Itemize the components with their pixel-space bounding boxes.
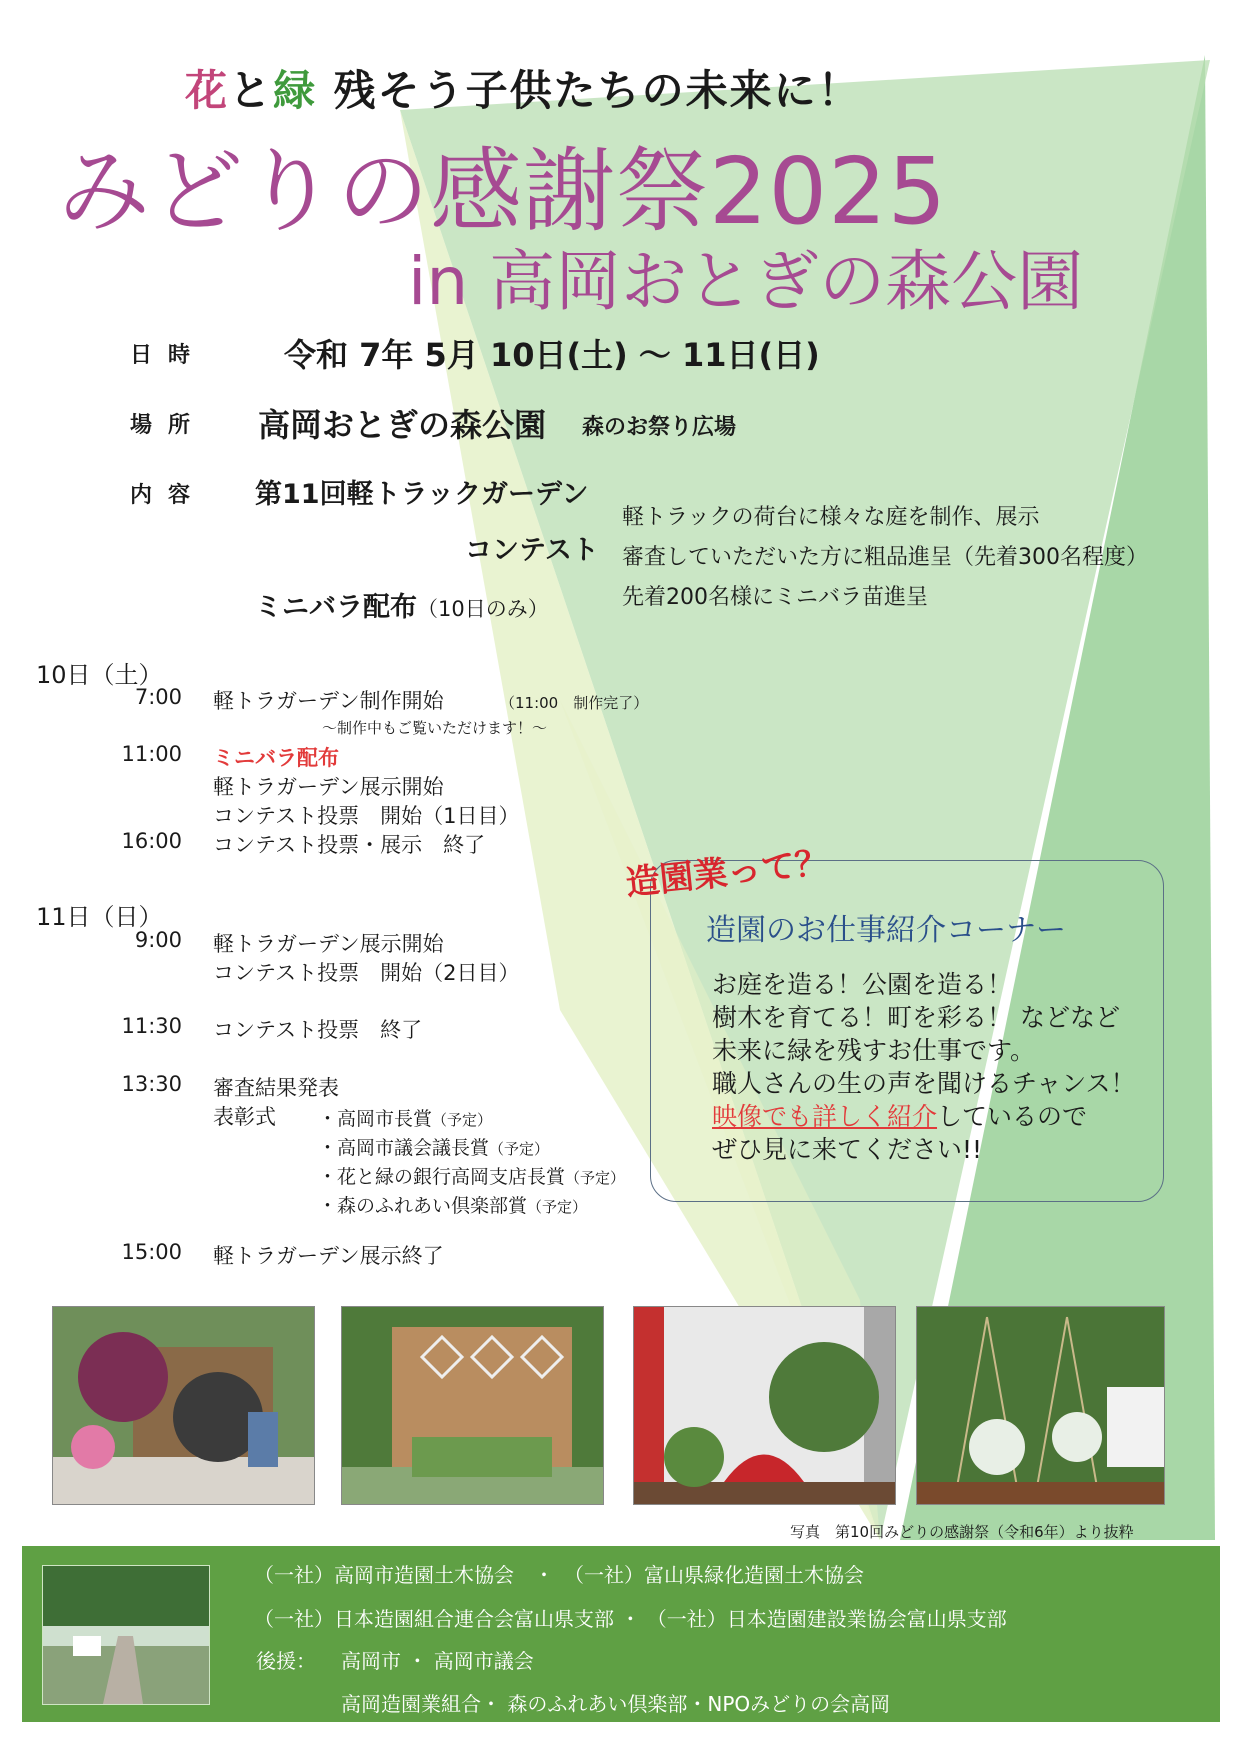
day1-time1: 7:00 xyxy=(134,685,182,709)
day2-time4: 15:00 xyxy=(121,1240,182,1264)
corner-line5 xyxy=(712,1097,1087,1133)
tagline-green: 緑 xyxy=(273,66,318,115)
award-name: ・森のふれあい倶楽部賞 xyxy=(318,1195,528,1217)
park-photo xyxy=(42,1565,210,1705)
corner-line1: お庭を造る！公園を造る！ xyxy=(712,970,1013,999)
day1-time2: 11:00 xyxy=(121,742,182,766)
award-label: 表彰式 xyxy=(213,1105,276,1129)
day1-time3: 16:00 xyxy=(121,829,182,853)
corner-bubble-title: 造園業って？ xyxy=(623,842,831,904)
mini-rose-label: ミニバラ配布 xyxy=(255,592,417,623)
day2-event2: コンテスト投票 終了 xyxy=(213,1018,423,1042)
date-value: 令和 7年 5月 10日(土) ～ 11日(日) xyxy=(284,336,820,374)
place-value: 高岡おとぎの森公園 xyxy=(258,406,547,444)
place-sub: 森のお祭り広場 xyxy=(582,415,737,440)
corner-line6: ぜひ見に来てください!! xyxy=(712,1135,983,1164)
corner-line4: 職人さんの生の声を聞けるチャンス！ xyxy=(712,1069,1136,1098)
content-label: 内容 xyxy=(130,483,207,508)
award-name: ・高岡市長賞 xyxy=(318,1108,433,1130)
support-line1: 高岡市 ・ 高岡市議会 xyxy=(341,1649,534,1673)
day1-event2a: ミニバラ配布 xyxy=(213,746,339,770)
garden-photo-4 xyxy=(916,1306,1165,1505)
garden-photo-3 xyxy=(633,1306,896,1505)
date-label: 日時 xyxy=(130,343,207,368)
day2-time3: 13:30 xyxy=(121,1072,182,1096)
tagline xyxy=(185,58,862,118)
contest-line2: コンテスト xyxy=(465,535,599,566)
day2-time1: 9:00 xyxy=(134,928,182,952)
day1-heading: 10日（土） xyxy=(36,661,163,689)
support-label: 後援： xyxy=(256,1649,316,1673)
mini-rose xyxy=(255,585,549,624)
day2-heading: 11日（日） xyxy=(36,903,163,931)
award-note: （予定） xyxy=(489,1140,550,1158)
place-label: 場所 xyxy=(130,413,207,438)
organizer-line2: （一社）日本造園組合連合会富山県支部 ・ （一社）日本造園建設業協会富山県支部 xyxy=(254,1607,1007,1631)
day2-event4: 軽トラガーデン展示終了 xyxy=(213,1244,444,1268)
award-note: （予定） xyxy=(565,1169,626,1187)
award-name: ・花と緑の銀行高岡支店長賞 xyxy=(318,1166,566,1188)
day2-event3: 審査結果発表 xyxy=(213,1076,339,1100)
day1-event2c: コンテスト投票 開始（1日目） xyxy=(213,804,520,828)
contest-line1: 第11回軽トラックガーデン xyxy=(255,479,589,510)
day1-event1-note: （11:00 制作完了） xyxy=(500,694,649,712)
tagline-rest: 残そう子供たちの未来に！ xyxy=(333,66,862,115)
day1-event2b: 軽トラガーデン展示開始 xyxy=(213,775,444,799)
award-note: （予定） xyxy=(432,1111,493,1129)
organizer-line1: （一社）高岡市造園土木協会 ・ （一社）富山県緑化造園土木協会 xyxy=(254,1563,864,1587)
day1-event3: コンテスト投票・展示 終了 xyxy=(213,833,486,857)
support-line2: 高岡造園業組合・ 森のふれあい倶楽部・NPOみどりの会高岡 xyxy=(341,1692,891,1716)
desc-line2: 審査していただいた方に粗品進呈（先着300名程度） xyxy=(622,545,1148,570)
event-title: みどりの感謝祭2025 xyxy=(58,138,948,245)
award-item xyxy=(318,1133,625,1162)
tagline-flower: 花 xyxy=(185,66,230,115)
award-name: ・高岡市議会議長賞 xyxy=(318,1137,490,1159)
day2-time2: 11:30 xyxy=(121,1014,182,1038)
award-note: （予定） xyxy=(527,1198,588,1216)
corner-line2: 樹木を育てる！町を彩る！ などなど xyxy=(712,1003,1120,1032)
desc-line3: 先着200名様にミニバラ苗進呈 xyxy=(622,585,928,610)
corner-heading: 造園のお仕事紹介コーナー xyxy=(706,913,1066,948)
corner-line5-highlight: 映像でも詳しく紹介 xyxy=(712,1102,938,1131)
day1-event1: 軽トラガーデン制作開始 xyxy=(213,689,444,713)
award-item xyxy=(318,1104,625,1133)
event-subtitle: in 高岡おとぎの森公園 xyxy=(408,243,1084,320)
day1-event1-sub: ～制作中もご覧いただけます！～ xyxy=(322,719,548,737)
garden-photo-2 xyxy=(341,1306,604,1505)
day2-event1a: 軽トラガーデン展示開始 xyxy=(213,932,444,956)
awards-list xyxy=(318,1104,625,1220)
award-item xyxy=(318,1162,625,1191)
photo-caption: 写真 第10回みどりの感謝祭（令和6年）より抜粋 xyxy=(790,1523,1134,1541)
award-item xyxy=(318,1191,625,1220)
day2-event1b: コンテスト投票 開始（2日目） xyxy=(213,961,520,985)
tagline-and: と xyxy=(229,66,274,115)
corner-line3: 未来に緑を残すお仕事です。 xyxy=(712,1036,1036,1065)
garden-photo-1 xyxy=(52,1306,315,1505)
corner-line5-rest: しているので xyxy=(937,1102,1088,1131)
mini-rose-note: （10日のみ） xyxy=(417,597,549,621)
desc-line1: 軽トラックの荷台に様々な庭を制作、展示 xyxy=(622,505,1040,530)
